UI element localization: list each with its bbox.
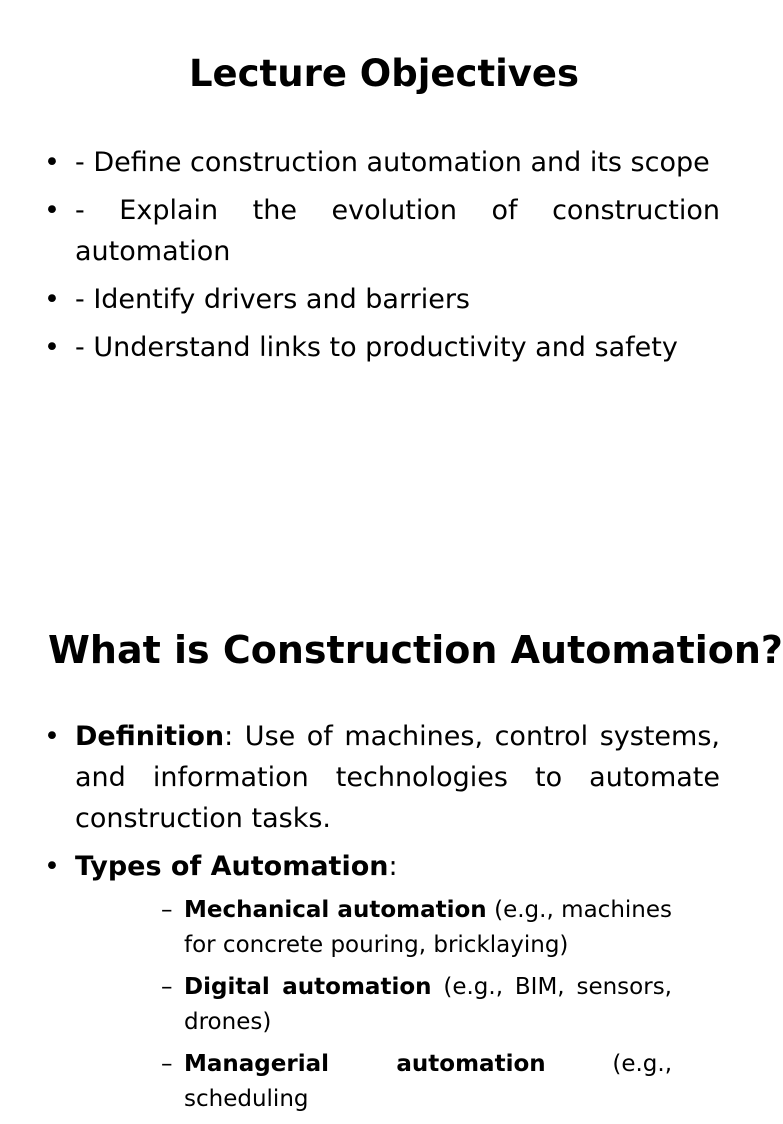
dash-icon: – xyxy=(161,897,173,923)
list-item-text: - Define construction automation and its scope xyxy=(75,147,710,178)
list-item xyxy=(0,327,768,368)
definition-term: Definition xyxy=(75,721,225,752)
list-item xyxy=(0,142,768,183)
sub-list-item xyxy=(75,970,720,1040)
bullet-icon: • xyxy=(44,195,60,226)
definition-text: : Use of machines, control systems, and information technologies to automate construction tasks. xyxy=(75,721,720,834)
sub-item-term: Managerial automation xyxy=(184,1051,546,1077)
list-item xyxy=(0,279,768,320)
types-item xyxy=(0,846,768,1117)
sub-item-text: (e.g., machines for concrete pouring, bricklaying) xyxy=(184,897,672,958)
definition-list xyxy=(0,716,768,1124)
list-item-text: - Identify drivers and barriers xyxy=(75,284,470,315)
definition-item xyxy=(0,716,768,839)
bullet-icon: • xyxy=(44,332,60,363)
sub-item-text: (e.g., scheduling xyxy=(184,1051,673,1112)
list-item-text: - Understand links to productivity and safety xyxy=(75,332,678,363)
sub-item-term: Digital automation xyxy=(184,974,432,1000)
sub-list-item xyxy=(75,893,720,963)
slide-title: What is Construction Automation? xyxy=(48,628,783,672)
types-suffix: : xyxy=(388,851,398,882)
types-term: Types of Automation xyxy=(75,851,389,882)
slide-what-is-construction-automation xyxy=(0,580,783,1112)
dash-icon: – xyxy=(161,1051,173,1077)
bullet-icon: • xyxy=(44,721,60,752)
sub-item-text: (e.g., BIM, sensors, drones) xyxy=(184,974,672,1035)
slide-title: Lecture Objectives xyxy=(188,52,580,95)
bullet-icon: • xyxy=(44,284,60,315)
dash-icon: – xyxy=(161,974,173,1000)
sub-list-item xyxy=(75,1047,720,1117)
list-item xyxy=(0,190,768,272)
sub-item-term: Mechanical automation xyxy=(184,897,487,923)
bullet-icon: • xyxy=(44,147,60,178)
types-sublist xyxy=(75,893,720,1117)
list-item-text: - Explain the evolution of construction automation xyxy=(75,195,720,267)
objectives-list xyxy=(0,142,768,375)
bullet-icon: • xyxy=(44,851,60,882)
